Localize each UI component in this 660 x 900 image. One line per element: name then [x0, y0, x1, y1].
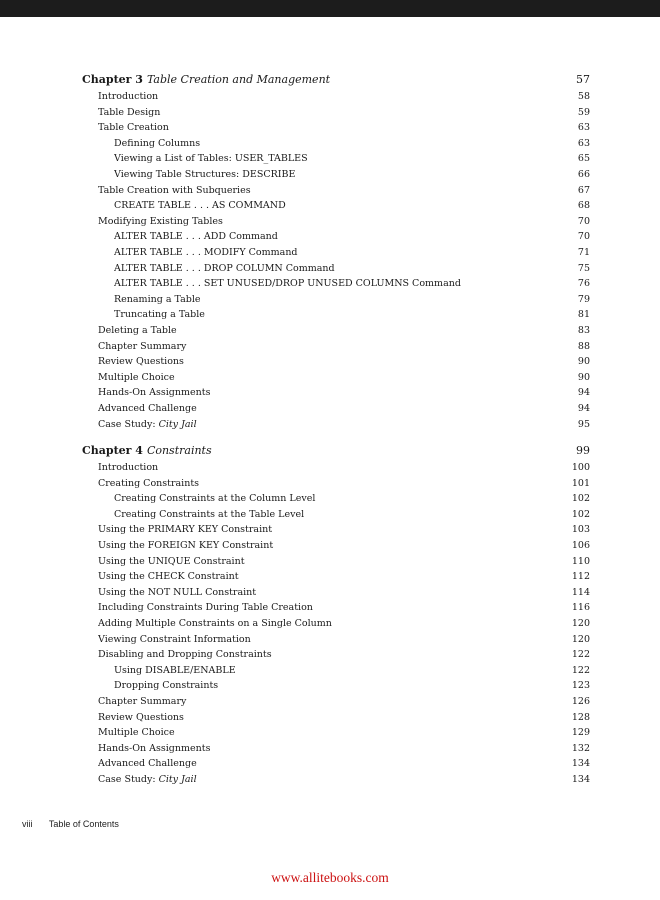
- toc-entry-page: 132: [571, 742, 590, 754]
- toc-entry-title: [114, 167, 578, 182]
- toc-entry-page: 95: [577, 418, 590, 430]
- toc-entry[interactable]: [114, 276, 590, 291]
- toc-entry[interactable]: [114, 507, 590, 522]
- toc-entry-page: 106: [571, 540, 590, 551]
- toc-entry-title: [114, 229, 578, 244]
- footer-label: Table of Contents: [48, 819, 119, 829]
- toc-entry-title: [98, 585, 572, 600]
- chapter-name: Table Creation and Management: [146, 73, 331, 86]
- toc-entry-title: [98, 725, 572, 740]
- toc-entry[interactable]: [98, 120, 590, 135]
- toc-entry-page: 58: [577, 91, 590, 102]
- toc-entry-page: 123: [571, 680, 590, 692]
- toc-entry[interactable]: [98, 725, 590, 740]
- toc-entry-page: 90: [577, 371, 590, 383]
- chapter-number: Chapter 3: [82, 73, 143, 86]
- toc-entry-text: Table Design: [98, 106, 161, 118]
- toc-entry-page: 88: [577, 340, 590, 352]
- toc-entry-page: 79: [577, 293, 590, 305]
- toc-entry[interactable]: [114, 198, 590, 213]
- toc-entry-text: Advanced Challenge: [98, 758, 197, 770]
- toc-entry-page: 65: [577, 153, 590, 165]
- toc-entry-title: [98, 756, 572, 771]
- toc-entry-title: [114, 307, 578, 322]
- toc-entry[interactable]: [98, 647, 590, 662]
- toc-entry-page: 59: [577, 106, 590, 118]
- toc-entry-text: Advanced Challenge: [98, 403, 197, 414]
- toc-entry-page: 102: [571, 508, 590, 520]
- toc-entry-title: [98, 554, 572, 569]
- toc-entry-text: Hands-On Assignments: [98, 387, 211, 399]
- toc-entry-title: [114, 276, 578, 291]
- toc-entry[interactable]: [98, 538, 590, 553]
- toc-entry-text: Creating Constraints at the Column Level: [114, 493, 316, 505]
- chapter-heading[interactable]: [82, 72, 590, 87]
- toc-entry[interactable]: [98, 417, 590, 432]
- chapter-title: [82, 443, 576, 458]
- toc-entry[interactable]: [98, 569, 590, 584]
- toc-entry-text: Multiple Choice: [98, 371, 175, 383]
- toc-entry[interactable]: [98, 600, 590, 615]
- toc-entry-text: Review Questions: [98, 711, 184, 723]
- toc-entry-text: Introduction: [98, 91, 159, 102]
- toc-entry-text: Adding Multiple Constraints on a Single Column: [98, 618, 332, 629]
- toc-entry-text: Review Questions: [98, 356, 184, 368]
- toc-entry[interactable]: [114, 245, 590, 260]
- toc-entry-title: [98, 339, 578, 354]
- toc-entry[interactable]: [98, 756, 590, 771]
- toc-entry-text: Case Study:: [98, 418, 159, 430]
- toc-entry-page: 120: [571, 618, 590, 629]
- toc-entry-page: 94: [577, 403, 590, 414]
- toc-entry-text: Including Constraints During Table Creation: [98, 602, 313, 614]
- toc-entry-title: [98, 538, 572, 553]
- toc-entry[interactable]: [114, 229, 590, 244]
- toc-entry-page: 100: [571, 462, 590, 473]
- toc-entry-title: [98, 694, 572, 709]
- toc-entry-page: 83: [577, 325, 590, 336]
- toc-entry-text: Deleting a Table: [98, 325, 177, 336]
- toc-entry[interactable]: [98, 476, 590, 491]
- toc-entry-text: Using the FOREIGN KEY Constraint: [98, 540, 274, 551]
- toc-entry-title: [114, 507, 572, 522]
- chapter-title: [82, 72, 576, 87]
- toc-entry-title: [98, 354, 578, 369]
- toc-entry[interactable]: [98, 710, 590, 725]
- toc-entry-page: 129: [571, 727, 590, 739]
- toc-entry-page: 71: [577, 247, 590, 258]
- toc-entry-title: [114, 491, 572, 506]
- toc-entry-title: [98, 105, 578, 120]
- toc-entry[interactable]: [98, 401, 590, 416]
- toc-entry-text: Multiple Choice: [98, 727, 175, 739]
- toc-entry-page: 122: [571, 664, 590, 676]
- toc-entry-page: 122: [571, 649, 590, 661]
- toc-entry[interactable]: [98, 741, 590, 756]
- toc-entry-text: Using the NOT NULL Constraint: [98, 586, 257, 598]
- toc-entry-text: Defining Columns: [114, 137, 201, 149]
- toc-entry-page: 63: [577, 122, 590, 134]
- toc-entry-page: 70: [577, 231, 590, 243]
- toc-entry-title: [114, 292, 578, 307]
- toc-entry-title: [98, 616, 572, 631]
- toc-entry-page: 63: [577, 137, 590, 149]
- toc-entry-page: 134: [571, 774, 590, 785]
- toc-entry[interactable]: [98, 522, 590, 537]
- toc-entry-text: Creating Constraints at the Table Level: [114, 508, 305, 520]
- toc-entry-title: [98, 323, 578, 338]
- toc-entry-title: [98, 460, 572, 475]
- toc-entry-text: Using the PRIMARY KEY Constraint: [98, 524, 273, 536]
- toc-entry[interactable]: [98, 460, 590, 475]
- toc-entry-title: [98, 772, 572, 787]
- toc-entry-title: [98, 89, 578, 104]
- toc-entry[interactable]: [98, 354, 590, 369]
- toc-entry-text: Creating Constraints: [98, 477, 200, 489]
- toc-entry-page: 116: [571, 602, 590, 614]
- toc-entry[interactable]: [98, 772, 590, 787]
- top-border-bar: [0, 0, 660, 17]
- toc-entry-text: Renaming a Table: [114, 293, 201, 305]
- toc-entry-title: [114, 136, 578, 151]
- toc-entry-text: Dropping Constraints: [114, 680, 219, 692]
- toc-entry-text: ALTER TABLE . . . ADD Command: [114, 231, 278, 243]
- toc-entry-text: Viewing Table Structures: DESCRIBE: [114, 169, 296, 180]
- toc-entry-text: ALTER TABLE . . . MODIFY Command: [114, 247, 298, 258]
- toc-entry[interactable]: [98, 183, 590, 198]
- toc-entry-title: [98, 522, 572, 537]
- toc-entry-page: 94: [577, 387, 590, 399]
- toc-entry-page: 103: [571, 524, 590, 536]
- toc-entry[interactable]: [98, 339, 590, 354]
- toc-entry[interactable]: [98, 105, 590, 120]
- toc-entry-title: [98, 401, 578, 416]
- footer-page-number: viii: [22, 819, 33, 829]
- toc-entry[interactable]: [98, 385, 590, 400]
- toc-entry-text: Using the UNIQUE Constraint: [98, 555, 245, 567]
- toc-entry-text: Using the CHECK Constraint: [98, 571, 239, 583]
- toc-entry-page: 90: [577, 356, 590, 368]
- toc-entry-page: 128: [571, 711, 590, 723]
- toc-entry-title: [98, 214, 578, 229]
- toc-entry-title: [114, 261, 578, 276]
- toc-entry-page: 110: [571, 555, 590, 567]
- toc-entry-text: Introduction: [98, 462, 159, 473]
- toc-entry-title: [98, 632, 572, 647]
- toc-entry[interactable]: [98, 323, 590, 338]
- toc-entry-title: [98, 569, 572, 584]
- toc-entry-title: [98, 370, 578, 385]
- toc-entry[interactable]: [114, 678, 590, 693]
- toc-entry-page: 126: [571, 696, 590, 707]
- toc-entry[interactable]: [114, 292, 590, 307]
- toc-entry-title: [98, 741, 572, 756]
- toc-entry-text: Modifying Existing Tables: [98, 215, 223, 227]
- toc-entry[interactable]: [114, 307, 590, 322]
- toc-entry-title: [98, 710, 572, 725]
- toc-entry-title: [98, 600, 572, 615]
- toc-entry-text: Hands-On Assignments: [98, 742, 211, 754]
- toc-entry-title: [98, 183, 578, 198]
- toc-entry-title: [98, 647, 572, 662]
- toc-entry[interactable]: [98, 89, 590, 104]
- toc-entry-title: [114, 245, 578, 260]
- page-footer: [22, 819, 119, 829]
- toc-entry[interactable]: [98, 616, 590, 631]
- toc-entry[interactable]: [98, 214, 590, 229]
- toc-entry-text: Chapter Summary: [98, 340, 187, 352]
- toc-entry-page: 68: [577, 200, 590, 212]
- chapter-page-number: 99: [576, 444, 590, 457]
- toc-entry-page: 102: [571, 493, 590, 505]
- toc-entry-page: 114: [571, 586, 590, 598]
- toc-entry[interactable]: [114, 151, 590, 166]
- toc-entry-text: Table Creation: [98, 122, 169, 134]
- toc-entry-text: Viewing Constraint Information: [98, 633, 251, 645]
- chapter-number: Chapter 4: [82, 444, 143, 457]
- toc-entry-page: 134: [571, 758, 590, 770]
- website-link[interactable]: www.allitebooks.com: [271, 870, 389, 885]
- toc-entry-text: Disabling and Dropping Constraints: [98, 649, 272, 661]
- toc-entry-page: 67: [577, 184, 590, 196]
- toc-entry-italic: City Jail: [158, 418, 197, 430]
- toc-entry-text: Table Creation with Subqueries: [98, 184, 251, 196]
- chapter-name: Constraints: [146, 444, 212, 457]
- toc-entry-page: 120: [571, 633, 590, 645]
- toc-entry[interactable]: [98, 585, 590, 600]
- toc-entry[interactable]: [114, 491, 590, 506]
- toc-entry[interactable]: [114, 136, 590, 151]
- toc-entry-page: 70: [577, 215, 590, 227]
- toc-entry[interactable]: [98, 554, 590, 569]
- toc-entry-text: Truncating a Table: [114, 309, 205, 321]
- toc-entry-text: ALTER TABLE . . . DROP COLUMN Command: [114, 262, 335, 274]
- toc-entry-title: [114, 663, 572, 678]
- chapter-page-number: 57: [576, 73, 590, 86]
- toc-entry-page: 66: [577, 169, 590, 180]
- toc-entry-text: ALTER TABLE . . . SET UNUSED/DROP UNUSED COLUMNS Command: [114, 278, 461, 290]
- toc-entry[interactable]: [114, 167, 590, 182]
- toc-entry-page: 75: [577, 262, 590, 274]
- toc-entry-text: Viewing a List of Tables: USER_TABLES: [114, 153, 308, 165]
- toc-entry-title: [114, 151, 578, 166]
- toc-entry-title: [98, 120, 578, 135]
- toc-entry-text: Case Study:: [98, 774, 159, 785]
- toc-entry-text: Chapter Summary: [98, 696, 187, 707]
- toc-entry[interactable]: [114, 663, 590, 678]
- toc-entry-page: 81: [577, 309, 590, 321]
- toc-entry-text: Using DISABLE/ENABLE: [114, 664, 236, 676]
- toc-entry[interactable]: [114, 261, 590, 276]
- toc-entry-title: [114, 198, 578, 213]
- toc-entry-title: [98, 385, 578, 400]
- toc-entry-page: 112: [571, 571, 590, 583]
- toc-entry-title: [98, 476, 572, 491]
- chapter-heading[interactable]: [82, 443, 590, 458]
- toc-entry[interactable]: [98, 370, 590, 385]
- toc-entry-italic: City Jail: [158, 774, 197, 785]
- toc-entry-page: 101: [571, 477, 590, 489]
- toc-entry[interactable]: [98, 632, 590, 647]
- toc-entry[interactable]: [98, 694, 590, 709]
- toc-entry-title: [98, 417, 578, 432]
- toc-entry-title: [114, 678, 572, 693]
- toc-entry-page: 76: [577, 278, 590, 290]
- toc-entry-text: CREATE TABLE . . . AS COMMAND: [114, 200, 286, 212]
